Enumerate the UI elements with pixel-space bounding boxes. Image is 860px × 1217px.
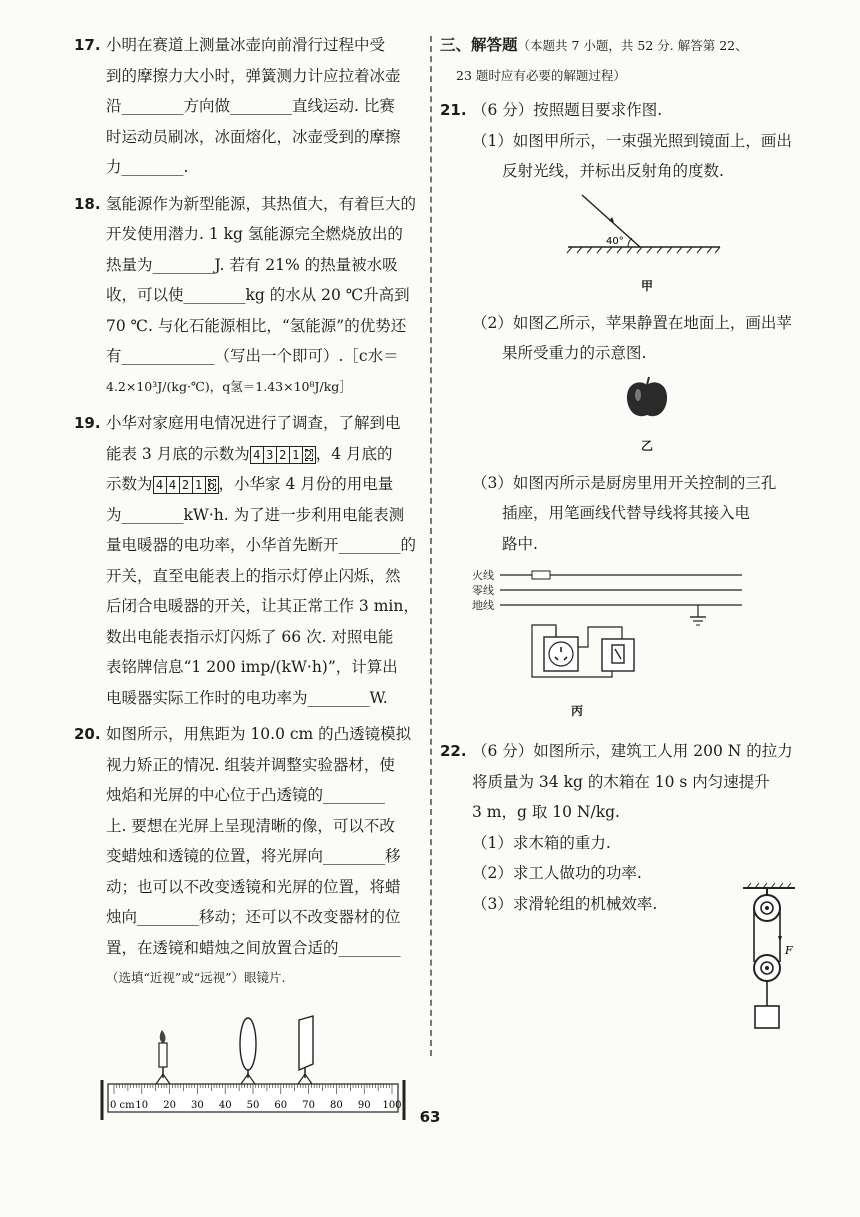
q19-line-8: 数出电能表指示灯闪烁了 66 次. 对照电能 xyxy=(106,627,394,646)
pulley-system-figure xyxy=(735,882,815,1032)
q17-line-4: 时运动员刷冰，冰面熔化，冰壶受到的摩擦 xyxy=(106,127,401,146)
q17-line-2: 到的摩擦力大小时，弹簧测力计应拉着冰壶 xyxy=(106,66,401,85)
question-number: 18. xyxy=(74,194,101,213)
q21-p1-line-2: 反射光线，并标出反射角的度数. xyxy=(502,162,724,180)
q21-p2-line-2: 果所受重力的示意图. xyxy=(502,344,647,362)
wire-label-neutral: 零线 xyxy=(472,584,494,597)
figure-caption-yi: 乙 xyxy=(640,439,653,453)
ruler-label: 20 xyxy=(163,1099,176,1111)
q22-line-3: 3 m，g 取 10 N/kg. xyxy=(472,803,620,821)
q20-line-5: 变蜡烛和透镜的位置，将光屏向________移 xyxy=(106,847,401,865)
q19-line-2-tail: ，4 月底的 xyxy=(315,444,393,463)
q19-line-10: 电暖器实际工作时的电功率为________W. xyxy=(106,688,388,707)
q21-intro: （6 分）按照题目要求作图. xyxy=(472,101,663,119)
meter-digit: 4 xyxy=(251,447,264,463)
question-19 xyxy=(74,408,426,713)
q20-line-1: 如图所示，用焦距为 10.0 cm 的凸透镜模拟 xyxy=(106,725,412,743)
figure-bing xyxy=(472,565,772,726)
angle-label: 40° xyxy=(606,235,624,247)
wire-label-live: 火线 xyxy=(472,569,494,582)
meter-digit-decimal: 2 xyxy=(303,447,315,463)
q19-line-7: 后闭合电暖器的开关，让其正常工作 3 min， xyxy=(106,597,419,615)
q19-line-2 xyxy=(106,439,426,470)
q21-p3-line-2: 插座，用笔画线代替导线将其接入电 xyxy=(502,504,751,522)
fuse-icon xyxy=(532,571,550,579)
figure-jia xyxy=(562,191,732,302)
q20-line-2: 视力矫正的情况. 组装并调整实验器材，使 xyxy=(106,755,395,774)
q19-line-3-tail: ，小华家 4 月份的用电量 xyxy=(218,475,394,493)
ruler-label: 10 xyxy=(135,1099,149,1111)
ground-symbol-icon xyxy=(690,605,706,625)
apple-icon xyxy=(622,375,672,421)
right-column xyxy=(440,30,800,957)
q19-line-9: 表铭牌信息“1 200 imp/(kW·h)”，计算出 xyxy=(106,658,398,676)
q20-line-8: 置，在透镜和蜡烛之间放置合适的________ xyxy=(106,938,401,957)
wire-label-ground: 地线 xyxy=(472,599,494,612)
section-header xyxy=(440,30,800,91)
question-18 xyxy=(74,189,426,403)
meter-digit: 2 xyxy=(180,477,193,493)
question-number: 22. xyxy=(440,742,467,760)
section-note-2: 23 题时应有必要的解题过程） xyxy=(456,68,626,83)
ruler-label: 90 xyxy=(357,1099,371,1111)
ruler-label: 30 xyxy=(191,1099,204,1111)
meter-digit-decimal: 6 xyxy=(206,477,218,493)
q19-line-6: 开关，直至电能表上的指示灯停止闪烁，然 xyxy=(106,566,401,585)
q19-line-4: 为________kW·h. 为了进一步利用电能表测 xyxy=(106,505,405,524)
q20-line-3: 烛焰和光屏的中心位于凸透镜的________ xyxy=(106,786,386,804)
ruler-label: 70 xyxy=(302,1099,315,1111)
q22-line-1: （6 分）如图所示，建筑工人用 200 N 的拉力 xyxy=(472,742,793,760)
question-number: 20. xyxy=(74,725,101,743)
column-divider xyxy=(430,36,432,1056)
q17-line-3: 沿________方向做________直线运动. 比赛 xyxy=(106,97,395,115)
q20-line-4: 上. 要想在光屏上呈现清晰的像，可以不改 xyxy=(106,816,395,835)
wall-switch-icon xyxy=(602,639,634,671)
page-number: 63 xyxy=(419,1108,441,1126)
ruler-label: 100 xyxy=(382,1099,402,1111)
q20-line-9: （选填“近视”或“远视”）眼镜片. xyxy=(106,970,286,985)
household-circuit-diagram xyxy=(472,565,772,685)
q21-p1-line-1: （1）如图甲所示，一束强光照到镜面上，画出 xyxy=(472,131,792,150)
figure-yi xyxy=(622,375,682,462)
q21-p2-line-1: （2）如图乙所示，苹果静置在地面上，画出苹 xyxy=(472,313,792,332)
meter-digit: 2 xyxy=(277,447,290,463)
candle-icon xyxy=(156,1030,170,1084)
q18-line-4: 收，可以使________kg 的水从 20 ℃升高到 xyxy=(106,286,410,304)
question-21 xyxy=(440,95,800,726)
meter-reading-march xyxy=(250,446,316,464)
q18-line-2: 开发使用潜力. 1 kg 氢能源完全燃烧放出的 xyxy=(106,225,403,243)
question-number: 21. xyxy=(440,101,467,119)
q20-line-7: 烛向________移动；还可以不改变器材的位 xyxy=(106,908,401,926)
ruler-label: 0 cm xyxy=(110,1099,135,1111)
convex-lens-icon xyxy=(240,1018,256,1084)
ruler-label: 40 xyxy=(218,1099,232,1111)
wooden-box-icon xyxy=(755,1006,779,1028)
q19-line-2-text: 能表 3 月底的示数为 xyxy=(106,444,250,463)
section-title: 三、解答题 xyxy=(440,36,518,54)
fixed-pulley-icon xyxy=(754,895,780,921)
ruler-label: 50 xyxy=(246,1099,260,1111)
meter-reading-april xyxy=(153,476,219,494)
meter-digit: 1 xyxy=(290,447,303,463)
ruler-label: 60 xyxy=(274,1099,288,1111)
q19-line-3-text: 示数为 xyxy=(106,475,153,493)
q17-line-1: 小明在赛道上测量冰壶向前滑行过程中受 xyxy=(106,36,386,54)
left-column xyxy=(74,30,426,1136)
q19-line-5: 量电暖器的电功率，小华首先断开________的 xyxy=(106,536,417,554)
q22-line-6: （3）求滑轮组的机械效率. xyxy=(472,894,658,913)
q18-line-7: 4.2×10³J/(kg·℃)，q氢＝1.43×10⁸J/kg］ xyxy=(106,378,352,394)
light-screen-icon xyxy=(298,1016,313,1084)
q18-line-3: 热量为________J. 若有 21% 的热量被水吸 xyxy=(106,255,398,274)
q22-line-2: 将质量为 34 kg 的木箱在 10 s 内匀速提升 xyxy=(472,772,770,791)
q17-line-5: 力________. xyxy=(106,158,189,176)
question-17 xyxy=(74,30,426,183)
q18-line-5: 70 ℃. 与化石能源相比，“氢能源”的优势还 xyxy=(106,316,407,335)
q19-line-3 xyxy=(106,469,426,500)
meter-digit: 4 xyxy=(167,477,180,493)
q21-p3-line-3: 路中. xyxy=(502,534,538,553)
question-number: 17. xyxy=(74,36,101,54)
q19-line-1: 小华对家庭用电情况进行了调查，了解到电 xyxy=(106,414,401,432)
section-note: （本题共 7 小题，共 52 分. 解答第 22、 xyxy=(517,38,748,53)
figure-caption-bing: 丙 xyxy=(570,703,583,718)
q22-line-5: （2）求工人做功的功率. xyxy=(472,864,642,882)
q22-line-4: （1）求木箱的重力. xyxy=(472,833,611,852)
q18-line-6: 有____________（写出一个即可）.［c水＝ xyxy=(106,347,399,365)
question-20 xyxy=(74,719,426,994)
force-label: F xyxy=(785,944,793,957)
q21-p3-line-1: （3）如图丙所示是厨房里用开关控制的三孔 xyxy=(472,473,777,492)
meter-digit: 4 xyxy=(154,477,167,493)
question-number: 19. xyxy=(74,414,101,432)
ruler-label: 80 xyxy=(330,1099,343,1111)
meter-digit: 1 xyxy=(193,477,206,493)
movable-pulley-icon xyxy=(754,955,780,981)
q20-line-6: 动；也可以不改变透镜和光屏的位置，将蜡 xyxy=(106,877,401,896)
q18-line-1: 氢能源作为新型能源，其热值大，有着巨大的 xyxy=(106,194,417,213)
meter-digit: 3 xyxy=(264,447,277,463)
figure-caption-jia: 甲 xyxy=(640,279,653,293)
mirror-reflection-diagram xyxy=(562,191,732,261)
